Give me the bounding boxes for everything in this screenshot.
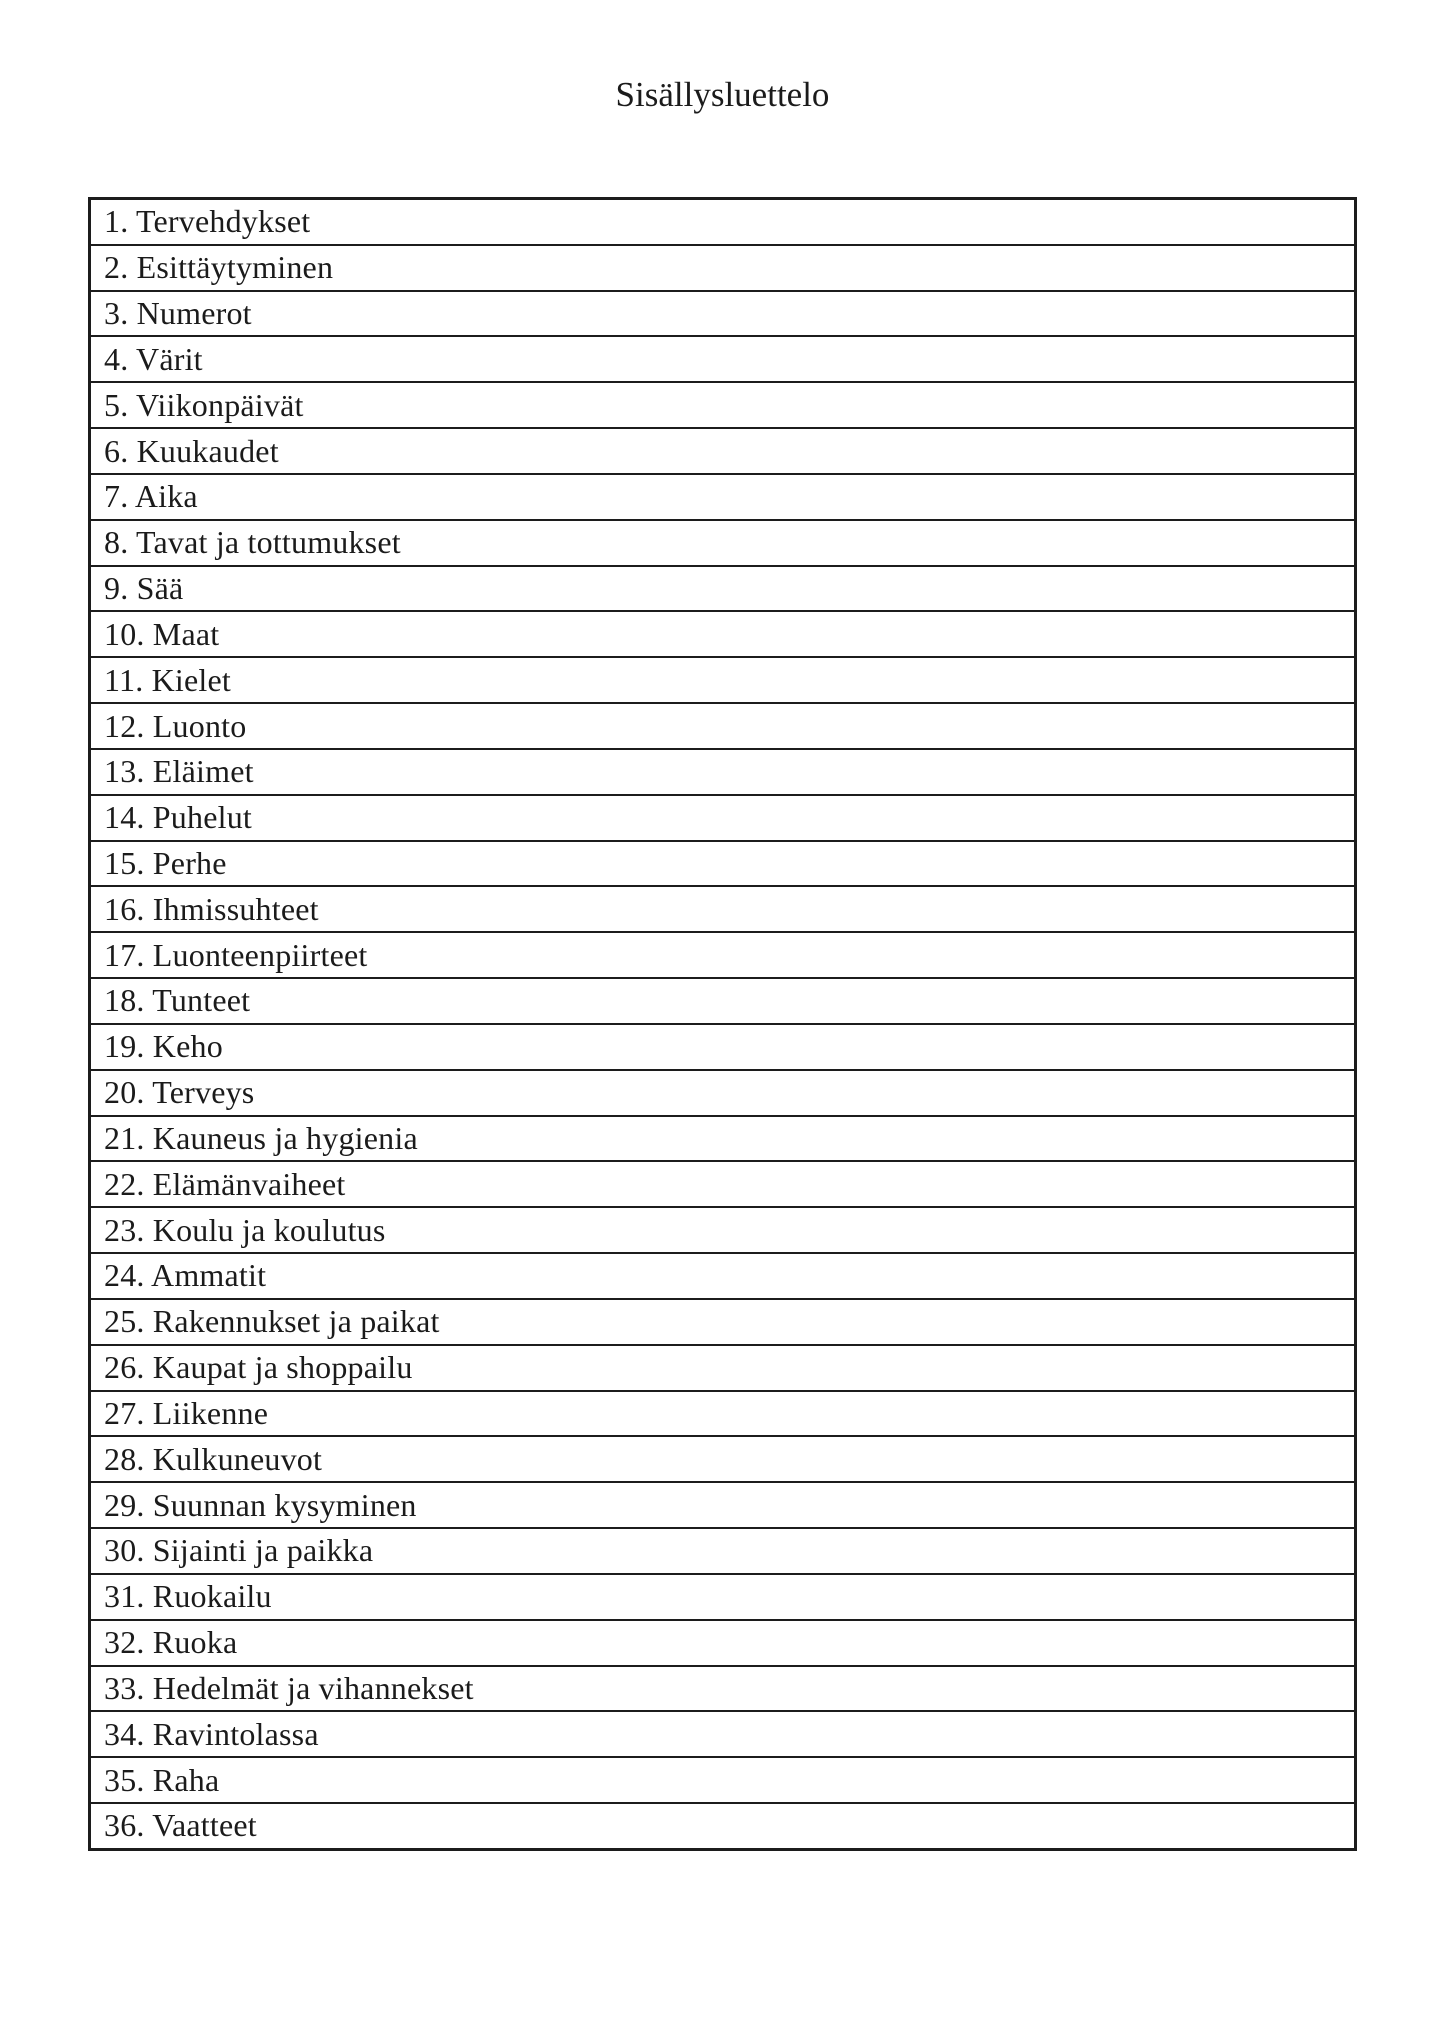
toc-row: 34. Ravintolassa — [91, 1710, 1354, 1756]
toc-row: 24. Ammatit — [91, 1252, 1354, 1298]
toc-row: 36. Vaatteet — [91, 1802, 1354, 1848]
toc-row: 20. Terveys — [91, 1069, 1354, 1115]
toc-row: 22. Elämänvaiheet — [91, 1160, 1354, 1206]
toc-row: 4. Värit — [91, 335, 1354, 381]
toc-row: 19. Keho — [91, 1023, 1354, 1069]
toc-row: 30. Sijainti ja paikka — [91, 1527, 1354, 1573]
toc-row: 5. Viikonpäivät — [91, 381, 1354, 427]
toc-row: 29. Suunnan kysyminen — [91, 1481, 1354, 1527]
toc-row: 11. Kielet — [91, 656, 1354, 702]
toc-row: 14. Puhelut — [91, 794, 1354, 840]
toc-row: 31. Ruokailu — [91, 1573, 1354, 1619]
toc-row: 35. Raha — [91, 1756, 1354, 1802]
page-title: Sisällysluettelo — [615, 75, 830, 114]
toc-row: 2. Esittäytyminen — [91, 244, 1354, 290]
toc-row: 32. Ruoka — [91, 1619, 1354, 1665]
toc-row: 23. Koulu ja koulutus — [91, 1206, 1354, 1252]
toc-row: 25. Rakennukset ja paikat — [91, 1298, 1354, 1344]
toc-row: 26. Kaupat ja shoppailu — [91, 1344, 1354, 1390]
toc-row: 6. Kuukaudet — [91, 427, 1354, 473]
toc-row: 15. Perhe — [91, 840, 1354, 886]
toc-row: 28. Kulkuneuvot — [91, 1435, 1354, 1481]
toc-row: 21. Kauneus ja hygienia — [91, 1115, 1354, 1161]
toc-row: 16. Ihmissuhteet — [91, 885, 1354, 931]
toc-row: 1. Tervehdykset — [104, 203, 311, 240]
toc-row: 3. Numerot — [91, 290, 1354, 336]
toc-row: 10. Maat — [91, 610, 1354, 656]
toc-row: 13. Eläimet — [91, 748, 1354, 794]
toc-row: 12. Luonto — [91, 702, 1354, 748]
toc-row: 33. Hedelmät ja vihannekset — [91, 1665, 1354, 1711]
table-of-contents — [88, 197, 1357, 1851]
toc-row: 18. Tunteet — [91, 977, 1354, 1023]
toc-row: 27. Liikenne — [91, 1390, 1354, 1436]
toc-row: 7. Aika — [91, 473, 1354, 519]
toc-row: 17. Luonteenpiirteet — [91, 931, 1354, 977]
toc-row: 8. Tavat ja tottumukset — [91, 519, 1354, 565]
toc-row: 9. Sää — [91, 565, 1354, 611]
